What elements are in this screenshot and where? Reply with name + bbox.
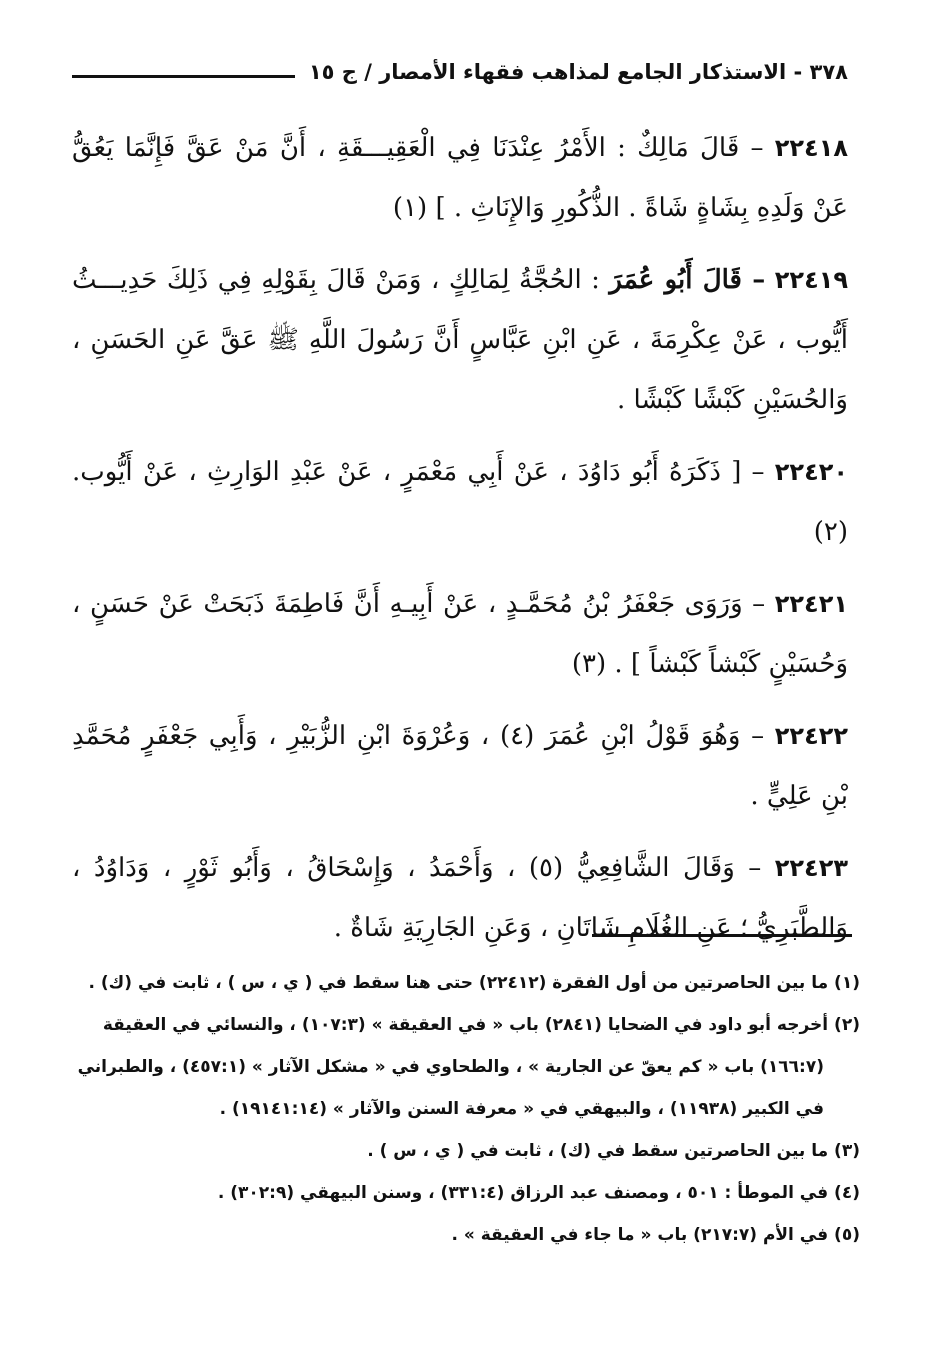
footnote-line: (١) ما بين الحاصرتين من أول الفقرة (٢٢٤١٢) حتى هنا سقط في ( ي ، س ) ، ثابت في (ك) . — [88, 973, 860, 993]
paragraph-text: – [ ذَكَرَهُ أَبُو دَاوُدَ ، عَنْ أَبِي مَعْمَرٍ ، عَنْ عَبْدِ الوَارِثِ ، عَنْ أَيُّوب. (٢) — [72, 457, 848, 547]
footnote-line: (٥) في الأم (٢١٧:٧) باب « ما جاء في العقيقة » . — [451, 1225, 860, 1245]
main-text — [72, 118, 848, 970]
paragraph-text: – وَهُوَ قَوْلُ ابْنِ عُمَرَ (٤) ، وَعُرْوَةَ ابْنِ الزُّبَيْرِ ، وَأَبِي جَعْفَرٍ مُحَمَّدِ بْنِ عَلِيٍّ . — [72, 721, 848, 811]
footnote-line: (٣) ما بين الحاصرتين سقط في (ك) ، ثابت في ( ي ، س ) . — [367, 1141, 860, 1161]
page-header — [72, 52, 848, 92]
paragraph-text: – قَالَ مَالِكٌ : الأَمْرُ عِنْدَنَا فِي الْعَقِيـــقَةِ ، أَنَّ مَنْ عَقَّ فَإِنَّمَا يَعُقُّ عَنْ وَلَدِهِ بِشَاةٍ شَاةً . الذُّكُورِ وَالإِنَاثِ . ] (١) — [72, 133, 848, 223]
paragraph-22420 — [72, 442, 848, 562]
paragraph-number: ٢٢٤٢٠ — [774, 458, 849, 486]
paragraph-number: ٢٢٤٢١ — [774, 590, 848, 618]
paragraph-22419 — [72, 250, 848, 430]
paragraph-number: ٢٢٤١٨ — [774, 134, 848, 162]
footnote-2 — [72, 1004, 860, 1130]
footnote-line: (٢) أخرجه أبو داود في الضحايا (٢٨٤١) باب « في العقيقة » (١٠٧:٣) ، والنسائي في العقيقة — [102, 1015, 860, 1035]
paragraph-number: ٢٢٤٢٢ — [774, 722, 849, 750]
footnote-line: (١٦٦:٧) باب « كم يعقّ عن الجارية » ، والطحاوي في « مشكل الآثار » (٤٥٧:١) ، والطبراني — [77, 1057, 824, 1077]
footnotes — [72, 962, 860, 1256]
paragraph-22421 — [72, 574, 848, 694]
footnote-5 — [72, 1214, 860, 1256]
running-header: ٣٧٨ - الاستذكار الجامع لمذاهب فقهاء الأمصار / ج ١٥ — [308, 59, 848, 84]
paragraph-number: ٢٢٤١٩ — [774, 266, 849, 294]
paragraph-lead: – قَالَ أَبُو عُمَرَ — [609, 265, 766, 295]
footnote-line: في الكبير (١١٩٣٨) ، والبيهقي في « معرفة السنن والآثار » (١٩١٤١:١٤) . — [219, 1099, 824, 1119]
footnote-3 — [72, 1130, 860, 1172]
paragraph-text: : الحُجَّةُ لِمَالِكٍ ، وَمَنْ قَالَ بِقَوْلِهِ فِي ذَلِكَ حَدِيـــثُ أَيُّوب ، عَنْ عِكْرِمَةَ ، عَنِ ابْنِ عَبَّاسٍ أَنَّ رَسُولَ اللَّهِ ﷺ عَقَّ عَنِ الحَسَنِ ، وَالحُسَيْنِ كَبْشًا كَبْشًا . — [72, 265, 848, 415]
footnote-1 — [72, 962, 860, 1004]
paragraph-number: ٢٢٤٢٣ — [774, 854, 848, 882]
footnote-4 — [72, 1172, 860, 1214]
paragraph-22423 — [72, 838, 848, 958]
paragraph-22422 — [72, 706, 848, 826]
paragraph-text: – وَرَوَى جَعْفَرُ بْنُ مُحَمَّـدٍ ، عَنْ أَبِيـهِ أَنَّ فَاطِمَةَ ذَبَحَتْ عَنْ حَسَنٍ ، وَحُسَيْنٍ كَبْشاً كَبْشاً ] . (٣) — [72, 589, 848, 679]
header-rule — [72, 75, 295, 78]
footnote-rule — [592, 934, 852, 937]
paragraph-text: – وَقَالَ الشَّافِعِيُّ (٥) ، وَأَحْمَدُ ، وَإِسْحَاقُ ، وَأَبُو ثَوْرٍ ، وَدَاوُدُ ، وَالطَّبَرِيُّ ؛ عَنِ الغُلَامِ شَاتَانِ ، وَعَنِ الجَارِيَةِ شَاةٌ . — [72, 853, 848, 943]
footnote-line: (٤) في الموطأ : ٥٠١ ، ومصنف عبد الرزاق (٣٣١:٤) ، وسنن البيهقي (٣٠٢:٩) . — [217, 1183, 860, 1203]
paragraph-22418 — [72, 118, 848, 238]
